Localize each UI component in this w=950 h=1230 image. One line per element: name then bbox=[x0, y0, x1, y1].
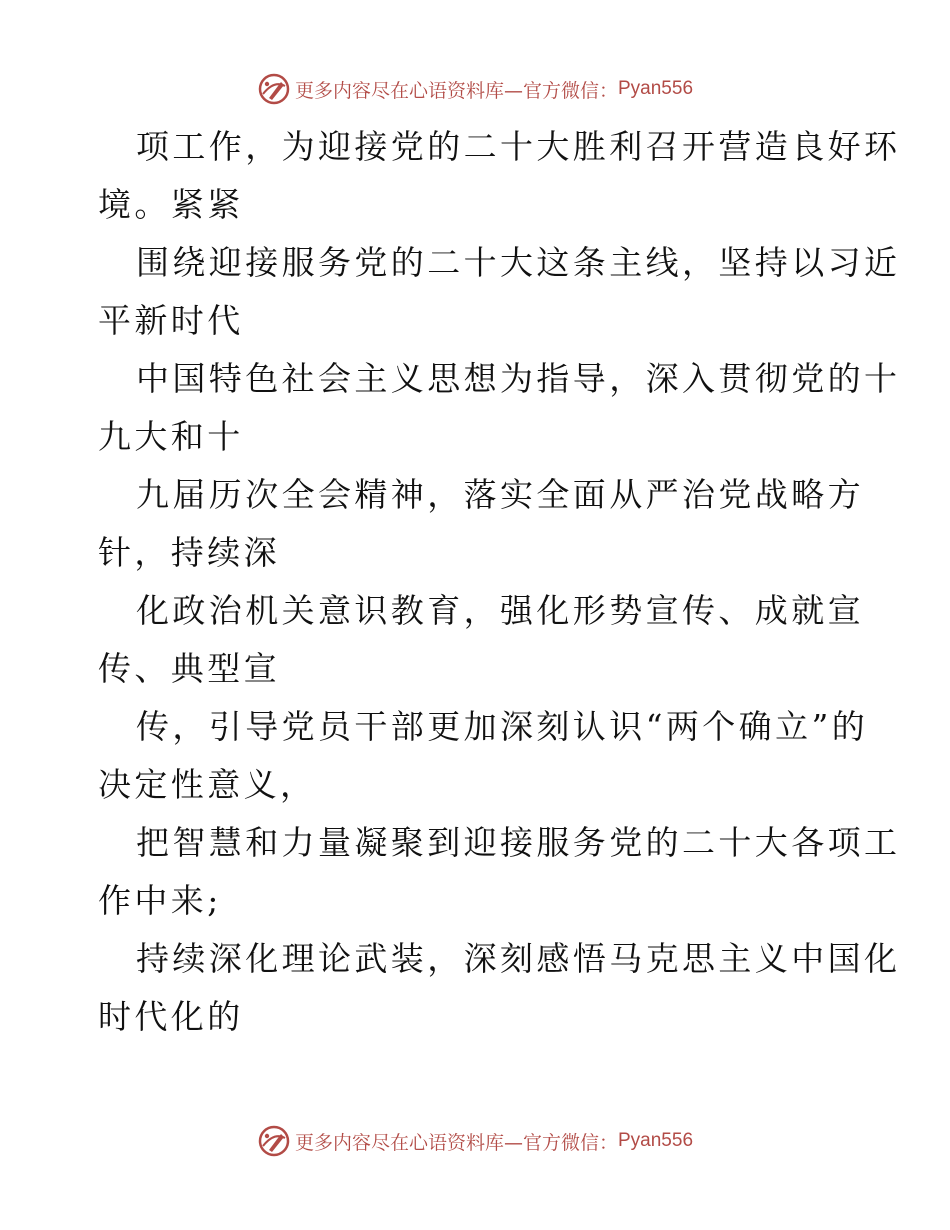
text-line: 九大和十 bbox=[98, 417, 244, 456]
text-line: 针，持续深 bbox=[98, 533, 280, 572]
document-body bbox=[98, 118, 901, 1046]
watermark-text: 更多内容尽在心语资料库—官方微信： bbox=[294, 1131, 618, 1154]
text-line: 中国特色社会主义思想为指导，深入贯彻党的十 bbox=[136, 359, 901, 398]
text-line: 化政治机关意识教育，强化形势宣传、成就宣 bbox=[136, 591, 864, 630]
text-line: 决定性意义， bbox=[98, 765, 317, 804]
text-line: 传，引导党员干部更加深刻认识“两个确立”的 bbox=[136, 707, 869, 746]
text-line: 传、典型宣 bbox=[98, 649, 280, 688]
pen-circle-logo-icon bbox=[257, 72, 291, 106]
watermark-text: 更多内容尽在心语资料库—官方微信： bbox=[294, 79, 618, 102]
text-line: 围绕迎接服务党的二十大这条主线，坚持以习近 bbox=[136, 243, 901, 282]
watermark-wechat-id: Pyan556 bbox=[618, 1130, 694, 1151]
footer-watermark bbox=[0, 1124, 950, 1158]
header-watermark bbox=[0, 72, 950, 106]
pen-circle-logo-icon bbox=[257, 1124, 291, 1158]
text-line: 时代化的 bbox=[98, 997, 244, 1036]
text-line: 平新时代 bbox=[98, 301, 244, 340]
watermark-wechat-id: Pyan556 bbox=[618, 78, 694, 99]
text-line: 持续深化理论武装，深刻感悟马克思主义中国化 bbox=[136, 939, 901, 978]
text-line: 作中来; bbox=[98, 881, 222, 920]
text-line: 九届历次全会精神，落实全面从严治党战略方 bbox=[136, 475, 864, 514]
text-line: 境。紧紧 bbox=[98, 185, 244, 224]
text-line: 把智慧和力量凝聚到迎接服务党的二十大各项工 bbox=[136, 823, 901, 862]
text-line: 项工作，为迎接党的二十大胜利召开营造良好环 bbox=[136, 127, 901, 166]
